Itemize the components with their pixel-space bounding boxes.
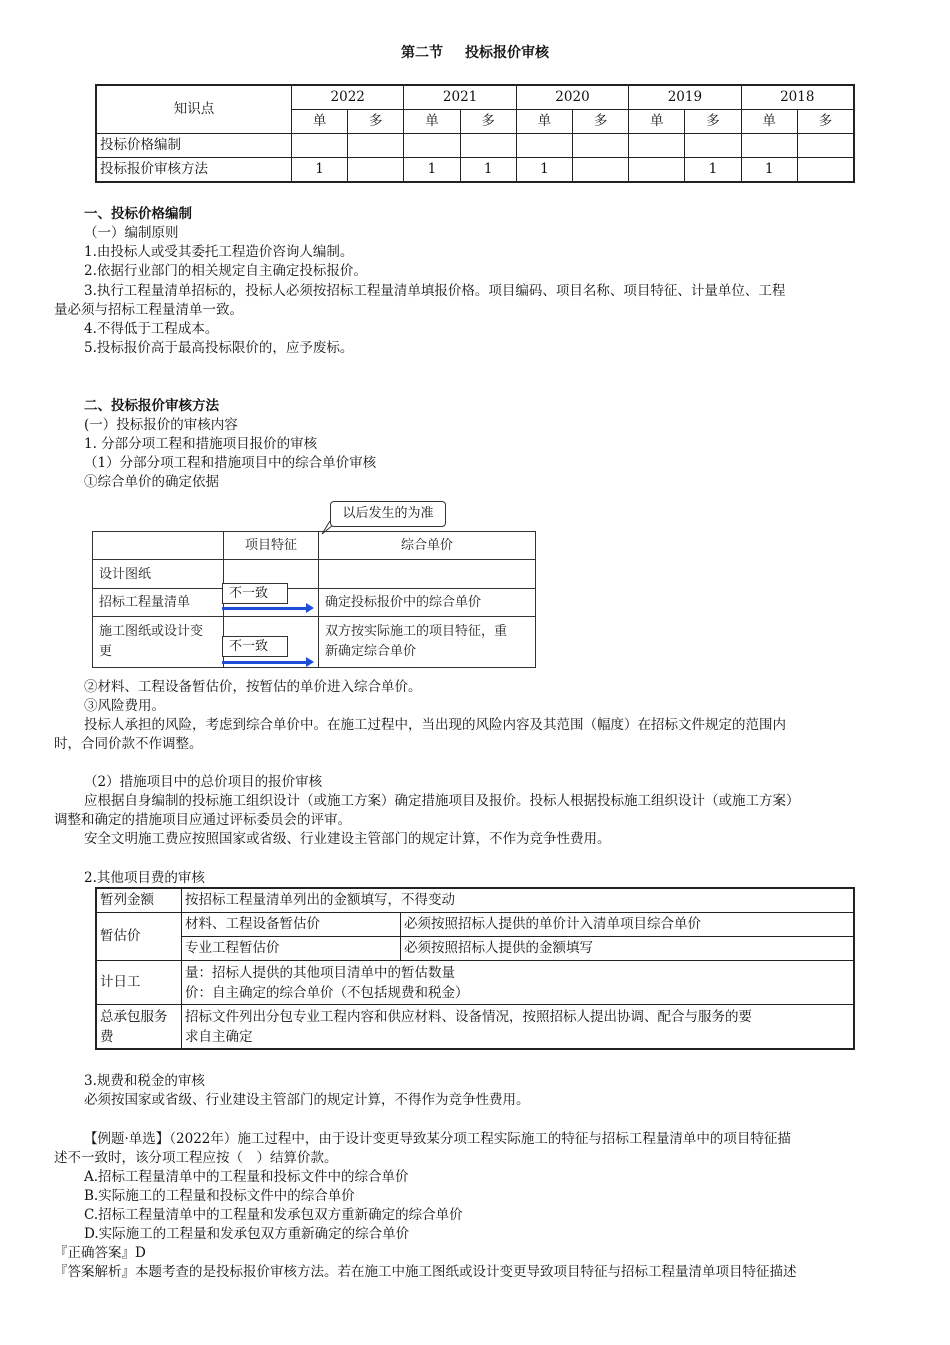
table-header-knowledge: 知识点	[97, 86, 292, 134]
table-cell	[348, 134, 404, 158]
table-cell	[572, 158, 628, 182]
table-cell	[629, 158, 685, 182]
text-line: 投标人承担的风险，考虑到综合单价中。在施工过程中，当出现的风险内容及其范围（幅度）在招标文件规定的范围内	[84, 717, 786, 733]
diagram-cell	[319, 560, 536, 589]
text-line: 时，合同价款不作调整。	[54, 736, 203, 752]
correct-answer: 『正确答案』D	[54, 1245, 146, 1261]
text-line: 必须按国家或省级、行业建设主管部门的规定计算，不得作为竞争性费用。	[84, 1092, 530, 1108]
mismatch-label: 不一致	[222, 636, 288, 657]
callout-bubble: 以后发生的为准	[330, 501, 446, 527]
year-header: 2021	[404, 86, 516, 110]
subsection-heading: (一）投标报价的审核内容	[84, 417, 238, 433]
table-cell: 必须按照招标人提供的单价计入清单项目综合单价	[401, 913, 854, 937]
text-line: （1）分部分项工程和措施项目中的综合单价审核	[84, 455, 377, 471]
table-row	[97, 134, 854, 158]
table-cell: 1	[516, 158, 572, 182]
sub-header: 多	[797, 110, 853, 134]
arrow-right-icon	[222, 661, 308, 664]
sub-header: 多	[460, 110, 516, 134]
diagram-col-header: 综合单价	[319, 532, 536, 560]
exam-frequency-table	[96, 85, 854, 182]
year-header: 2020	[516, 86, 628, 110]
text-line: （2）措施项目中的总价项目的报价审核	[84, 774, 323, 790]
table-cell: 招标文件列出分包专业工程内容和供应材料、设备情况，按照招标人提出协调、配合与服务的要 求自主确定	[182, 1005, 854, 1049]
unit-price-diagram	[92, 499, 538, 671]
sub-header: 多	[572, 110, 628, 134]
table-cell	[292, 134, 348, 158]
mismatch-label: 不一致	[222, 583, 288, 604]
row-label: 投标价格编制	[97, 134, 292, 158]
table-cell: 材料、工程设备暂估价	[182, 913, 401, 937]
option-c: C.招标工程量清单中的工程量和发承包双方重新确定的综合单价	[84, 1207, 463, 1223]
table-cell: 1	[741, 158, 797, 182]
table-cell	[797, 134, 853, 158]
option-d: D.实际施工的工程量和发承包双方重新确定的综合单价	[84, 1226, 410, 1242]
year-header: 2022	[292, 86, 404, 110]
table-cell: 专业工程暂估价	[182, 937, 401, 961]
year-header: 2018	[741, 86, 853, 110]
text-line: ③风险费用。	[84, 698, 165, 714]
diagram-row-label: 设计图纸	[93, 560, 224, 589]
row-label: 总承包服务 费	[97, 1005, 182, 1049]
text-line: 安全文明施工费应按照国家或省级、行业建设主管部门的规定计算，不作为竞争性费用。	[84, 831, 611, 847]
arrow-right-icon	[222, 607, 308, 610]
text-line: 调整和确定的措施项目应通过评标委员会的评审。	[54, 812, 351, 828]
table-cell: 1	[404, 158, 460, 182]
text-line: 1. 分部分项工程和措施项目报价的审核	[84, 436, 318, 452]
table-cell: 1	[460, 158, 516, 182]
row-label: 计日工	[97, 961, 182, 1005]
option-a: A.招标工程量清单中的工程量和投标文件中的综合单价	[84, 1169, 409, 1185]
text-line: 应根据自身编制的投标施工组织设计（或施工方案）确定措施项目及报价。投标人根据投标施工组织设计（或施工方案）	[84, 793, 800, 809]
table-cell: 1	[685, 158, 741, 182]
table-cell	[629, 134, 685, 158]
list-item: 3.执行工程量清单招标的，投标人必须按招标工程量清单填报价格。项目编码、项目名称、项目特征、计量单位、工程	[84, 283, 786, 299]
diagram-col-header: 项目特征	[224, 532, 319, 560]
page-title: 第二节 投标报价审核	[401, 45, 549, 61]
table-row	[97, 158, 854, 182]
section-heading: 一、投标价格编制	[84, 206, 192, 222]
list-item: 1.由投标人或受其委托工程造价咨询人编制。	[84, 244, 354, 260]
sub-header: 单	[741, 110, 797, 134]
table-cell	[572, 134, 628, 158]
table-cell	[348, 158, 404, 182]
example-question: 【例题·单选】（2022年）施工过程中，由于设计变更导致某分项工程实际施工的特征与招标工程量清单中的项目特征描	[84, 1131, 791, 1147]
subsection-heading: （一）编制原则	[84, 225, 179, 241]
year-header: 2019	[629, 86, 741, 110]
sub-header: 单	[292, 110, 348, 134]
row-label: 暂估价	[97, 913, 182, 961]
text-line: ①综合单价的确定依据	[84, 474, 219, 490]
other-items-table	[96, 888, 854, 1049]
table-cell	[404, 134, 460, 158]
list-item: 2.依据行业部门的相关规定自主确定投标报价。	[84, 263, 367, 279]
sub-header: 单	[516, 110, 572, 134]
row-label: 暂列金额	[97, 889, 182, 913]
section-heading: 二、投标报价审核方法	[84, 398, 219, 414]
table-cell	[797, 158, 853, 182]
list-item: 4.不得低于工程成本。	[84, 321, 219, 337]
section-heading: 3.规费和税金的审核	[84, 1073, 205, 1089]
example-question-cont: 述不一致时，该分项工程应按（ ）结算价款。	[54, 1150, 338, 1166]
diagram-row-label: 施工图纸或设计变 更	[93, 617, 224, 668]
table-cell	[685, 134, 741, 158]
list-item-cont: 量必须与招标工程量清单一致。	[54, 302, 243, 318]
sub-header: 多	[348, 110, 404, 134]
diagram-corner	[93, 532, 224, 560]
diagram-cell: 确定投标报价中的综合单价	[319, 589, 536, 617]
list-item: 5.投标报价高于最高投标限价的，应予废标。	[84, 340, 354, 356]
diagram-table	[92, 531, 536, 668]
sub-header: 单	[404, 110, 460, 134]
sub-header: 多	[685, 110, 741, 134]
sub-header: 单	[629, 110, 685, 134]
table-cell: 量：招标人提供的其他项目清单中的暂估数量 价：自主确定的综合单价（不包括规费和税金）	[182, 961, 854, 1005]
table-cell	[516, 134, 572, 158]
table-cell: 按招标工程量清单列出的金额填写，不得变动	[182, 889, 854, 913]
option-b: B.实际施工的工程量和投标文件中的综合单价	[84, 1188, 355, 1204]
table-cell	[460, 134, 516, 158]
answer-analysis: 『答案解析』本题考查的是投标报价审核方法。若在施工中施工图纸或设计变更导致项目特征与招标工程量清单项目特征描述	[54, 1264, 797, 1280]
section-heading: 2.其他项目费的审核	[84, 870, 205, 886]
diagram-row-label: 招标工程量清单	[93, 589, 224, 617]
table-cell: 1	[292, 158, 348, 182]
text-line: ②材料、工程设备暂估价，按暂估的单价进入综合单价。	[84, 679, 422, 695]
table-cell: 必须按照招标人提供的金额填写	[401, 937, 854, 961]
diagram-cell: 双方按实际施工的项目特征，重 新确定综合单价	[319, 617, 536, 668]
row-label: 投标报价审核方法	[97, 158, 292, 182]
table-cell	[741, 134, 797, 158]
